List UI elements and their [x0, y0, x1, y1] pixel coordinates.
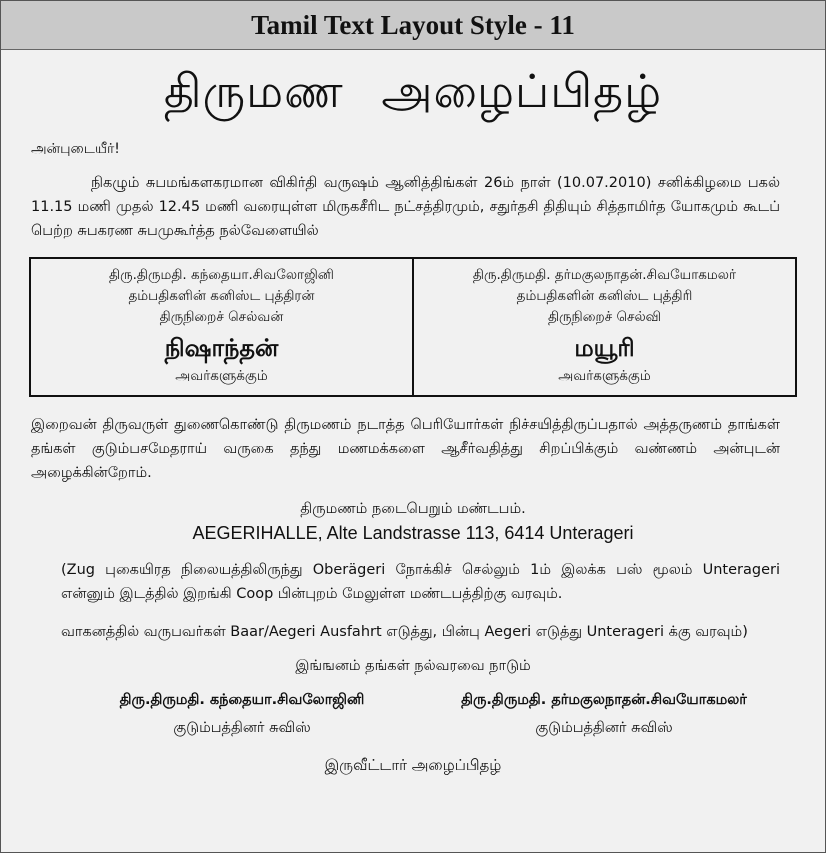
- host-family: குடும்பத்தினர் சுவிஸ்: [173, 720, 311, 736]
- main-title: திருமண அழைப்பிதழ்: [163, 64, 663, 118]
- groom-honorific: திருநிறைச் செல்வன்: [159, 309, 284, 325]
- bride-honorific: திருநிறைச் செல்வி: [547, 309, 662, 325]
- header-title: Tamil Text Layout Style - 11: [251, 9, 575, 40]
- bride-parents: திரு.திருமதி. தர்மகுலநாதன்.சிவயோகமலர்: [472, 267, 737, 283]
- groom-box: [31, 259, 412, 395]
- host-bride-family: [423, 686, 785, 742]
- host-family: குடும்பத்தினர் சுவிஸ்: [535, 720, 673, 736]
- bride-suffix: அவர்களுக்கும்: [558, 368, 651, 384]
- venue-address: AEGERIHALLE, Alte Landstrasse 113, 6414 Unterageri: [192, 523, 634, 543]
- groom-relation: தம்பதிகளின் கனிஸ்ட புத்திரன்: [128, 288, 315, 304]
- host-name: திரு.திருமதி. தர்மகுலநாதன்.சிவயோகமலர்: [461, 692, 747, 708]
- bride-name: மயூரி: [574, 334, 635, 362]
- invite-line: இங்ஙனம் தங்கள் நல்வரவை நாடும்: [295, 658, 531, 674]
- groom-suffix: அவர்களுக்கும்: [175, 368, 268, 384]
- salutation: அன்புடையீர்!: [31, 141, 120, 157]
- blessing-paragraph: இறைவன் திருவருள் துணைகொண்டு திருமணம் நடாத்த பெரியோர்கள் நிச்சயித்திருப்பதால் அத்தருணம் தாங்கள் தங்கள் குடும்பசமேதராய் வருகை தந்து மணமக்களை ஆசீர்வதித்து சிறப்பிக்கும் வண்ணம் அன்புடன் அழைக்கின்றோம்.: [31, 417, 780, 481]
- couple-boxes: [29, 257, 797, 397]
- bride-relation: தம்பதிகளின் கனிஸ்ட புத்திரி: [516, 288, 693, 304]
- closing-line: இருவீட்டார் அழைப்பிதழ்: [324, 756, 502, 774]
- host-groom-family: [61, 686, 423, 742]
- host-name: திரு.திருமதி. கந்தையா.சிவலோஜினி: [119, 692, 365, 708]
- venue-label: திருமணம் நடைபெறும் மண்டபம்.: [300, 501, 526, 517]
- groom-name: நிஷாந்தன்: [164, 334, 279, 362]
- opening-paragraph: நிகழும் சுபமங்களகரமான விகிர்தி வருஷம் ஆனித்திங்கள் 26ம் நாள் (10.07.2010) சனிக்கிழமை பகல் 11.15 மணி முதல் 12.45 மணி வரையுள்ள மிருகசீரிட நட்சத்திரமும், சதுர்தசி திதியும் சித்தாமிர்த யோகமும் கூடப் பெற்ற சுபகரண சுபமுகூர்த்த நல்வேளையில்: [31, 175, 780, 239]
- groom-parents: திரு.திருமதி. கந்தையா.சிவலோஜினி: [109, 267, 334, 283]
- hosts: [1, 686, 825, 742]
- bride-box: [412, 259, 795, 395]
- page-header: [1, 1, 825, 50]
- bus-directions: (Zug புகையிரத நிலையத்திலிருந்து Oberägeri நோக்கிச் செல்லும் 1ம் இலக்க பஸ் மூலம் Unterageri என்னும் இடத்தில் இறங்கி Coop பின்புறம் மேலுள்ள மண்டபத்திற்கு வரவும்.: [61, 562, 780, 602]
- driving-directions: வாகனத்தில் வருபவர்கள் Baar/Aegeri Ausfahrt எடுத்து, பின்பு Aegeri எடுத்து Unterageri க்கு வரவும்): [61, 624, 748, 640]
